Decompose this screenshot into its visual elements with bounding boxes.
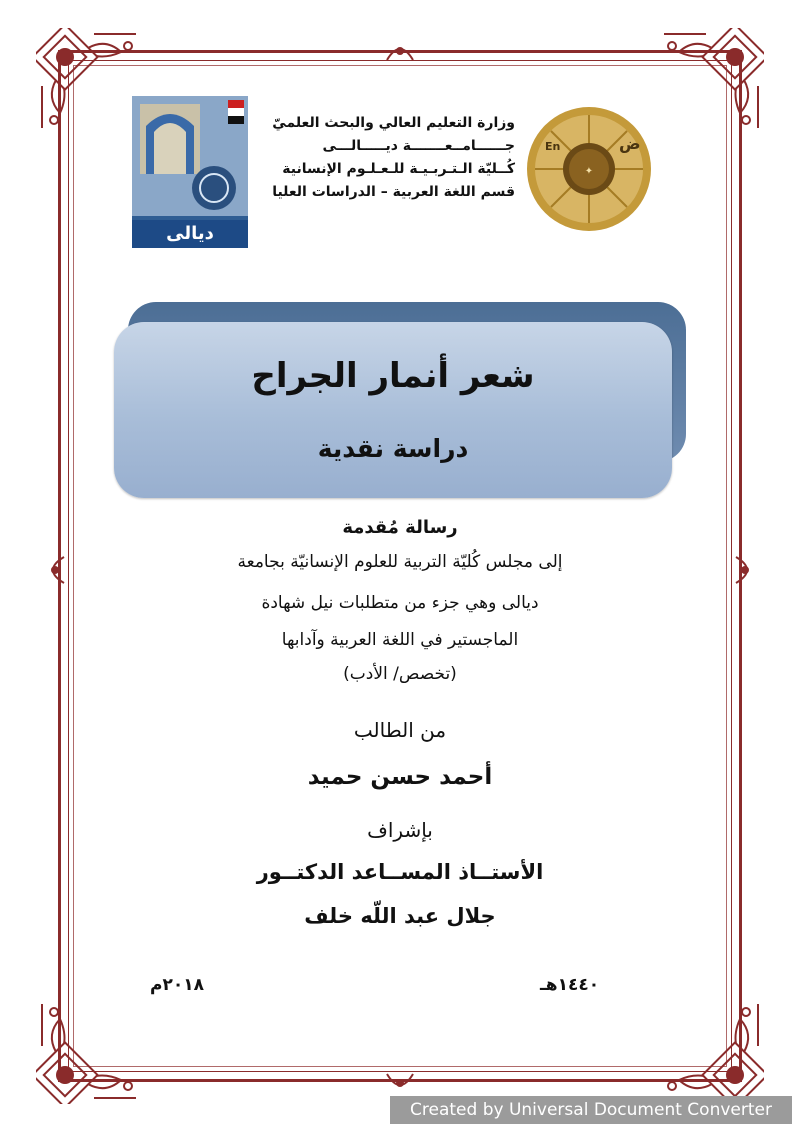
university-name: جــــــامــعـــــــة ديـــــالـــى	[322, 138, 515, 154]
corner-ornament-top-right	[654, 28, 764, 138]
seal-letter-en: En	[545, 140, 561, 153]
submission-line-2: ديالى وهي جزء من متطلبات نيل شهادة	[261, 593, 539, 613]
ministry-name: وزارة التعليم العالي والبحث العلميّ	[272, 115, 515, 131]
thesis-title: شعر أنمار الجراح	[251, 356, 535, 396]
title-banner	[114, 322, 672, 498]
submission-line-1: إلى مجلس كُليّة التربية للعلوم الإنسانيّة بجامعة	[237, 552, 563, 572]
seal-letter-dad: ض	[619, 134, 641, 153]
specialization: (تخصص/ الأدب)	[343, 664, 457, 684]
svg-text:✦: ✦	[584, 166, 594, 177]
student-name: أحمد حسن حميد	[307, 764, 493, 790]
corner-ornament-bottom-right	[654, 994, 764, 1104]
supervisor-title: الأستــاذ المســاعد الدكتــور	[256, 860, 544, 884]
converter-watermark: Created by Universal Document Converter	[390, 1096, 792, 1124]
left-center-ornament	[46, 555, 68, 585]
hijri-date: ١٤٤٠هـ	[540, 975, 600, 995]
supervision-label: بإشراف	[367, 818, 433, 842]
thesis-subtitle: دراسة نقدية	[317, 434, 469, 463]
top-center-ornament	[385, 42, 415, 64]
supervisor-name: جلال عبد اللّه خلف	[304, 904, 496, 928]
diyala-logo-caption: ديالى	[166, 223, 214, 244]
corner-ornament-top-left	[36, 28, 146, 138]
from-student-label: من الطالب	[353, 718, 447, 742]
thesis-label: رسالة مُقدمة	[342, 517, 458, 538]
diyala-university-logo	[132, 96, 248, 248]
bottom-center-ornament	[385, 1070, 415, 1092]
college-seal-logo	[515, 106, 663, 232]
college-name: كُــليّة الـتـربـيـة للـعـلـوم الإنسانية	[282, 161, 515, 177]
corner-ornament-bottom-left	[36, 994, 146, 1104]
submission-line-3: الماجستير في اللغة العربية وآدابها	[281, 630, 519, 650]
gregorian-date: ٢٠١٨م	[150, 975, 204, 995]
right-center-ornament	[732, 555, 754, 585]
institution-header	[255, 112, 515, 204]
department-name: قسم اللغة العربية – الدراسات العليا	[272, 184, 515, 200]
